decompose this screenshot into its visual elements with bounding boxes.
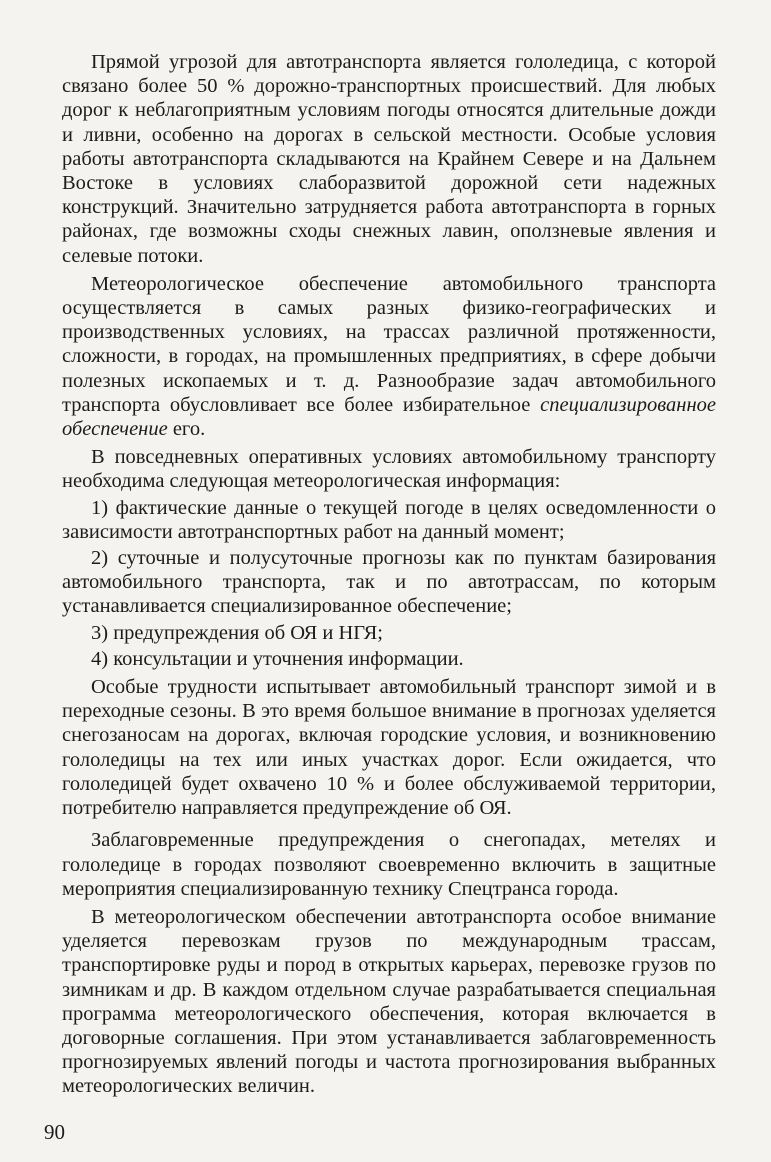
page-number: 90 [44, 1120, 65, 1144]
paragraph-ice-threat: Прямой угрозой для автотранспорта является гололедица, с которой связано более 50 % дорожно-транспортных происшествий. Для любых дорог к неблагоприятным условиям погоды относятся длительные дожди и ливни, особенно на дорогах в сельской местности. Особые условия работы автотранспорта складываются на Крайнем Севере и на Дальнем Востоке в условиях слаборазвитой дорожной сети надежных конструкций. Значительно затрудняется работа автотранспорта в горных районах, где возможны сходы снежных лавин, оползневые явления и селевые потоки. [62, 51, 716, 267]
paragraph-advance-warnings: Заблаговременные предупреждения о снегопадах, метелях и гололедице в городах позволяют своевременно включить в защитные мероприятия специализированную технику Спецтранса города. [62, 829, 716, 900]
list-item-consultations: 4) консультации и уточнения информации. [91, 647, 464, 670]
paragraph-daily-info: В повседневных оперативных условиях автомобильному транспорту необходима следующая метеорологическая информация: [62, 446, 716, 493]
paragraph-meteo-support [62, 272, 716, 441]
paragraph-meteo-support-end: его. [167, 418, 206, 441]
paragraph-cargo-transport: В метеорологическом обеспечении автотранспорта особое внимание уделяется перевозкам грузов по международным трассам, транспортировке руды и пород в открытых карьерах, перевозке грузов по зимникам и др. В каждом отдельном случае разрабатывается специальная программа метеорологического обеспечения, которая включается в договорные соглашения. При этом устанавливается заблаговременность прогнозируемых явлений погоды и частота прогнозирования выбранных метеорологических величин. [62, 905, 716, 1098]
body-text [62, 50, 716, 1099]
list-item-actual-data: 1) фактические данные о текущей погоде в целях осведомленности о зависимости автотранспортных работ на данный момент; [62, 496, 716, 543]
list-item-warnings: 3) предупреждения об ОЯ и НГЯ; [91, 621, 383, 644]
paragraph-winter-difficulties: Особые трудности испытывает автомобильный транспорт зимой и в переходные сезоны. В это время большое внимание в прогнозах уделяется снегозаносам на дорогах, включая городские условия, и возникновению гололедицы на тех или иных участках дорог. Если ожидается, что гололедицей будет охвачено 10 % и более обслуживаемой территории, потребителю направляется предупреждение об ОЯ. [62, 676, 716, 820]
emphasis-specialized-support: специализированное обеспечение [62, 393, 716, 441]
list-item-forecasts: 2) суточные и полусуточные прогнозы как по пунктам базирования автомобильного транспорта, так и по автотрассам, по которым устанавливается специализированное обеспечение; [62, 547, 716, 618]
paragraph-meteo-support-text: Метеорологическое обеспечение автомобильного транспорта осуществляется в самых разных физико-географических и производственных условиях, на трассах различной протяженности, сложности, в городах, на промышленных предприятиях, в сфере добычи полезных ископаемых и т. д. Разнообразие задач автомобильного транспорта обусловливает все более избирательное [62, 272, 716, 416]
